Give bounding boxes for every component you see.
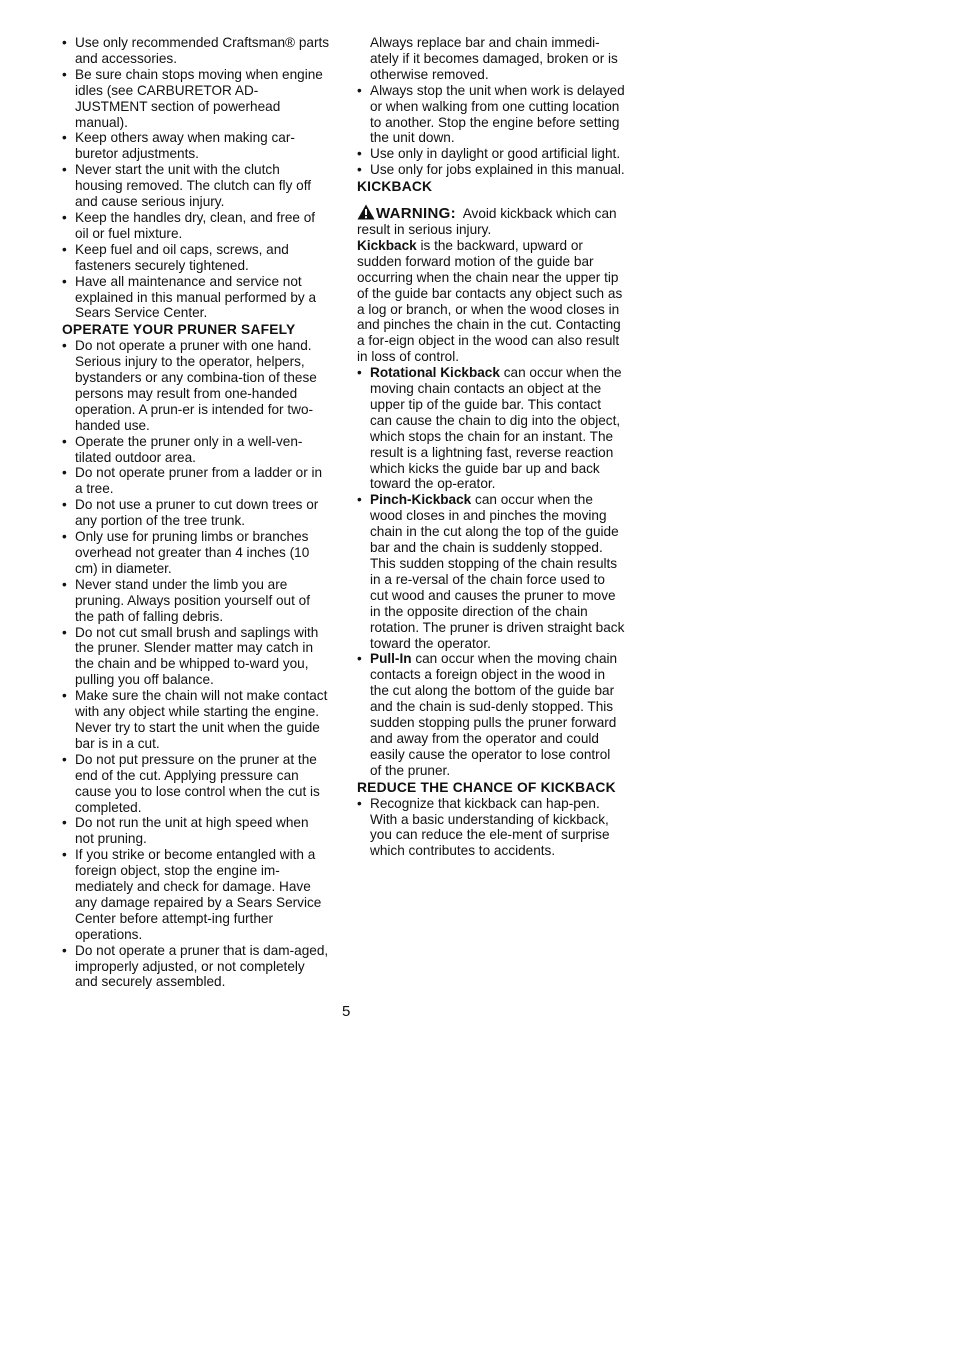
heading-operate-safely: OPERATE YOUR PRUNER SAFELY [62,322,296,338]
list-item: • Be sure chain stops moving when engine idles (see CARBURETOR AD-JUSTMENT section of powerhead manual). [62,67,330,131]
list-item: • Do not operate a pruner that is dam-aged, improperly adjusted, or not completely and securely assembled. [62,943,330,991]
page-number: 5 [342,1003,351,1020]
list-item [357,651,625,778]
warning-paragraph [357,204,625,238]
list-item: • Keep the handles dry, clean, and free of oil or fuel mixture. [62,210,330,242]
kickback-type-text: can occur when the moving chain contacts a foreign object in the wood in the cut along the bottom of the guide bar and the chain is sud-denly stopped. This sudden stopping pulls the pruner forward and away from the operator and could easily cause the operator to lose control of the pruner. [370,651,618,778]
right-column [357,35,625,859]
list-item: • Have all maintenance and service not explained in this manual performed by a Sears Service Center. [62,274,330,322]
list-item: • Never start the unit with the clutch housing removed. The clutch can fly off and cause serious injury. [62,162,330,210]
kickback-type-term: Pinch-Kickback [370,492,472,508]
kickback-term: Kickback [357,237,417,253]
list-item: • Keep fuel and oil caps, screws, and fasteners securely tightened. [62,242,330,274]
list-item: • Do not operate pruner from a ladder or in a tree. [62,465,330,497]
list-item: • If you strike or become entangled with a foreign object, stop the engine im-mediately and check for damage. Have any damage repaired by a Sears Service Center before attempt-ing further operations. [62,847,330,942]
list-item: • Do not cut small brush and saplings with the pruner. Slender matter may catch in the chain and be whipped to-ward you, pulling you off balance. [62,625,330,689]
list-item: • Do not run the unit at high speed when not pruning. [62,815,330,847]
kickback-definition [357,238,625,365]
kickback-type-text: can occur when the wood closes in and pinches the moving chain in the cut along the top of the guide bar and the chain is suddenly stopped. This sudden stopping of the chain results in a re-versal of the chain force used to cut wood and causes the pruner to move in the opposite direction of the chain rotation. The pruner is driven straight back toward the operator. [370,492,625,651]
kickback-type-text: can occur when the moving chain contacts an object at the upper tip of the guide bar. This contact can cause the chain to dig into the object, which stops the chain for an instant. The result is a lightning fast, reverse reaction which kicks the guide bar up and back toward the op-erator. [370,365,622,492]
heading-kickback: KICKBACK [357,179,433,195]
reduce-kickback-list [357,796,625,860]
continued-paragraph: Always replace bar and chain immedi-ately if it becomes damaged, broken or is otherwise removed. [370,35,618,82]
list-item: • Use only in daylight or good artificial light. [357,146,625,162]
kickback-types-list [357,365,625,779]
kickback-type-term: Rotational Kickback [370,365,500,381]
list-item: • Do not use a pruner to cut down trees or any portion of the tree trunk. [62,497,330,529]
list-item: • Use only recommended Craftsman® parts and accessories. [62,35,330,67]
safety-list-work [357,83,625,178]
list-item [357,365,625,492]
list-item: • Operate the pruner only in a well-ven-tilated outdoor area. [62,434,330,466]
list-item: • Do not operate a pruner with one hand. Serious injury to the operator, helpers, bystanders or any combina-tion of these persons may result from one-handed operation. A prun-er is intended for two-handed use. [62,338,330,433]
list-item [357,492,625,651]
list-item: • Make sure the chain will not make contact with any object while starting the engine. Never try to start the unit when the guide bar is in a cut. [62,688,330,752]
list-item: • Never stand under the limb you are pruning. Always position yourself out of the path of falling debris. [62,577,330,625]
list-item: • Do not put pressure on the pruner at the end of the cut. Applying pressure can cause you to lose control when the cut is completed. [62,752,330,816]
safety-list-general [62,35,330,321]
list-item: • Always stop the unit when work is delayed or when walking from one cutting location to another. Stop the engine before setting the unit down. [357,83,625,147]
list-item: • Keep others away when making car-buretor adjustments. [62,130,330,162]
list-item: • Recognize that kickback can hap-pen. With a basic understanding of kickback, you can reduce the ele-ment of surprise which contributes to accidents. [357,796,625,860]
kickback-definition-text: is the backward, upward or sudden forward motion of the guide bar occurring when the chain near the upper tip of the guide bar contacts any object such as a log or branch, or when the wood closes in and pinches the chain in the cut. Contacting a for-eign object in the wood can also result in loss of control. [357,237,623,365]
left-column [62,35,330,990]
list-item: • Only use for pruning limbs or branches overhead not greater than 4 inches (10 cm) in diameter. [62,529,330,577]
warning-text: Avoid kickback which can result in serious injury. [357,206,617,237]
heading-reduce-kickback: REDUCE THE CHANCE OF KICKBACK [357,779,616,795]
warning-label: WARNING: [376,205,456,223]
kickback-type-term: Pull-In [370,651,412,667]
safety-list-operate [62,338,330,990]
list-item: • Use only for jobs explained in this manual. [357,162,625,178]
warning-triangle-icon [357,204,375,220]
